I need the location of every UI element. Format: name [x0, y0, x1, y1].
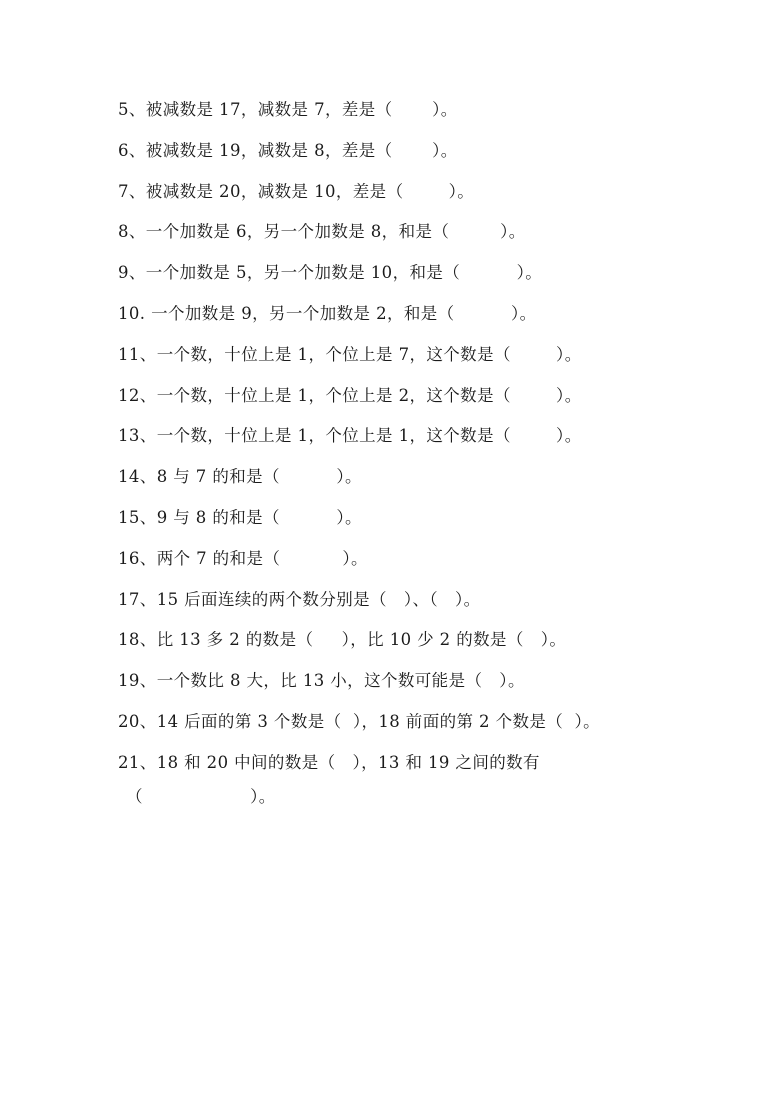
question-15: 15、9 与 8 的和是（ ）。	[118, 507, 362, 527]
question-17: 17、15 后面连续的两个数分别是（ ）、（ ）。	[118, 589, 481, 609]
question-12: 12、一个数，十位上是 1，个位上是 2，这个数是（ ）。	[118, 385, 582, 405]
question-8: 8、一个加数是 6，另一个加数是 8，和是（ ）。	[118, 222, 526, 242]
question-19: 19、一个数比 8 大，比 13 小，这个数可能是（ ）。	[118, 671, 525, 691]
question-7: 7、被减数是 20，减数是 10，差是（ ）。	[118, 181, 475, 201]
question-18: 18、比 13 多 2 的数是（ ），比 10 少 2 的数是（ ）。	[118, 630, 567, 650]
question-14: 14、8 与 7 的和是（ ）。	[118, 467, 362, 487]
question-13: 13、一个数，十位上是 1，个位上是 1，这个数是（ ）。	[118, 426, 582, 446]
question-16: 16、两个 7 的和是（ ）。	[118, 548, 368, 568]
question-list	[118, 100, 678, 828]
question-9: 9、一个加数是 5，另一个加数是 10，和是（ ）。	[118, 263, 543, 283]
question-5: 5、被减数是 17，减数是 7，差是（ ）。	[118, 100, 458, 119]
question-10: 10. 一个加数是 9，另一个加数是 2，和是（ ）。	[118, 303, 537, 323]
question-20: 20、14 后面的第 3 个数是（ ），18 前面的第 2 个数是（ ）。	[118, 711, 601, 731]
question-21-continuation: （ ）。	[126, 786, 276, 806]
question-11: 11、一个数，十位上是 1，个位上是 7，这个数是（ ）。	[118, 344, 582, 364]
question-21: 21、18 和 20 中间的数是（ ），13 和 19 之间的数有	[118, 752, 540, 772]
question-6: 6、被减数是 19，减数是 8，差是（ ）。	[118, 140, 458, 160]
